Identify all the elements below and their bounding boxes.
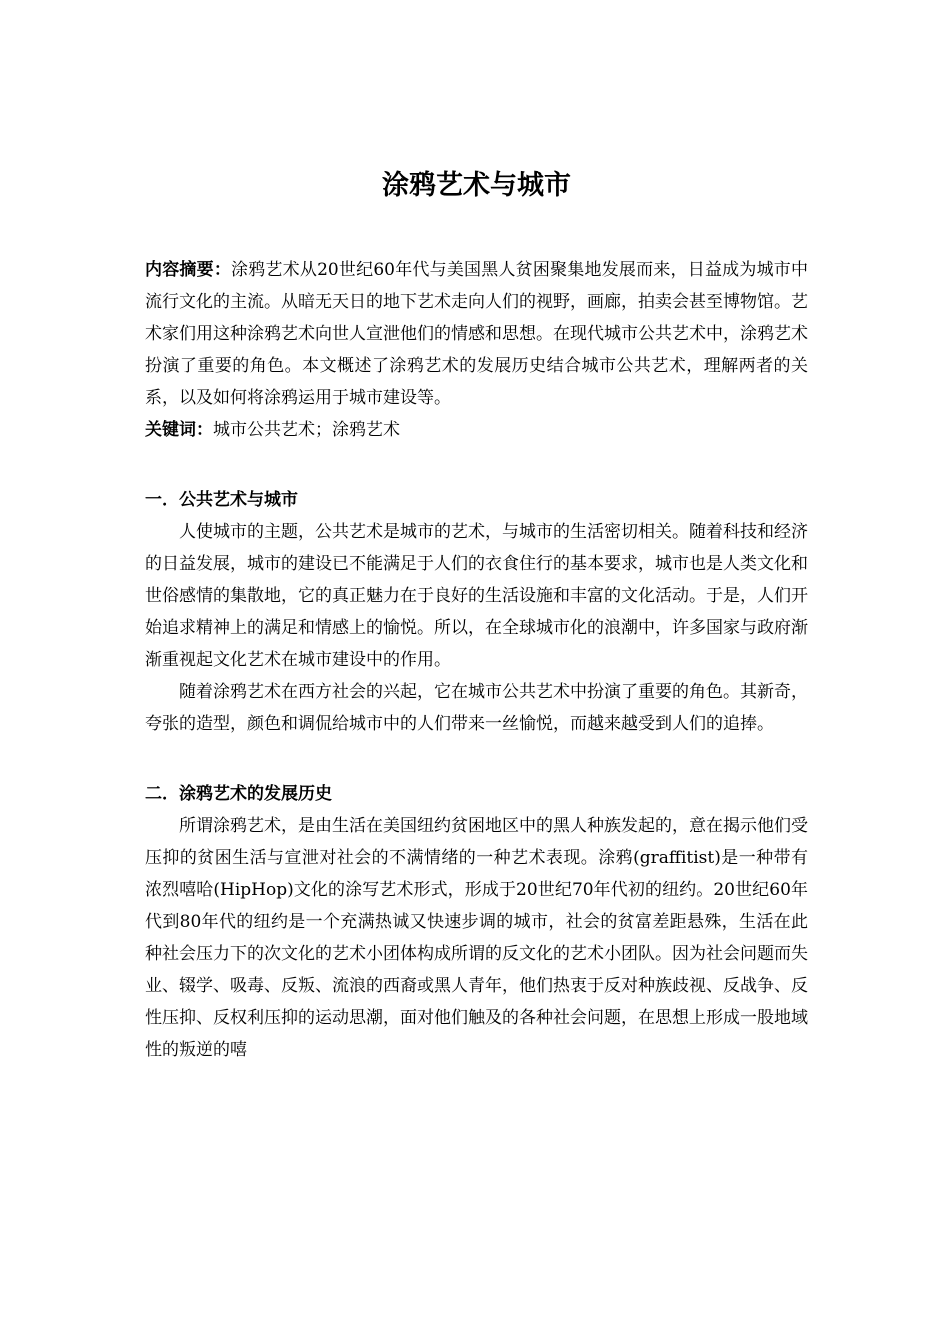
keywords-text: 城市公共艺术；涂鸦艺术	[213, 420, 400, 440]
abstract-block	[145, 254, 808, 414]
document-page	[145, 160, 808, 1066]
keywords-line	[145, 414, 808, 446]
section-graffiti-history	[145, 778, 808, 1066]
body-paragraph: 人使城市的主题，公共艺术是城市的艺术，与城市的生活密切相关。随着科技和经济的日益发展，城市的建设已不能满足于人们的衣食住行的基本要求，城市也是人类文化和世俗感情的集散地，它的真正魅力在于良好的生活设施和丰富的文化活动。于是，人们开始追求精神上的满足和情感上的愉悦。所以，在全球城市化的浪潮中，许多国家与政府渐渐重视起文化艺术在城市建设中的作用。	[145, 522, 808, 670]
section-heading: 一．公共艺术与城市	[145, 490, 298, 510]
body-paragraph: 随着涂鸦艺术在西方社会的兴起，它在城市公共艺术中扮演了重要的角色。其新奇，夸张的造型，颜色和调侃给城市中的人们带来一丝愉悦，而越来越受到人们的追捧。	[145, 682, 808, 734]
body-paragraph: 所谓涂鸦艺术，是由生活在美国纽约贫困地区中的黑人种族发起的，意在揭示他们受压抑的贫困生活与宣泄对社会的不满情绪的一种艺术表现。涂鸦(graffitist)是一种带有浓烈嘻哈(HipHop)文化的涂写艺术形式，形成于20世纪70年代初的纽约。20世纪60年代到80年代的纽约是一个充满热诚又快速步调的城市，社会的贫富差距悬殊，生活在此种社会压力下的次文化的艺术小团体构成所谓的反文化的艺术小团队。因为社会问题而失业、辍学、吸毒、反叛、流浪的西裔或黑人青年，他们热衷于反对种族歧视、反战争、反性压抑、反权利压抑的运动思潮，面对他们触及的各种社会问题，在思想上形成一股地域性的叛逆的嘻	[145, 816, 808, 1060]
abstract-text: 涂鸦艺术从20世纪60年代与美国黑人贫困聚集地发展而来，日益成为城市中流行文化的主流。从暗无天日的地下艺术走向人们的视野，画廊，拍卖会甚至博物馆。艺术家们用这种涂鸦艺术向世人宣泄他们的情感和思想。在现代城市公共艺术中，涂鸦艺术扮演了重要的角色。本文概述了涂鸦艺术的发展历史结合城市公共艺术，理解两者的关系，以及如何将涂鸦运用于城市建设等。	[145, 260, 808, 408]
keywords-label: 关键词：	[145, 420, 213, 440]
section-public-art	[145, 484, 808, 740]
abstract-label: 内容摘要：	[145, 260, 232, 280]
document-title: 涂鸦艺术与城市	[382, 170, 571, 201]
section-heading: 二．涂鸦艺术的发展历史	[145, 784, 332, 804]
